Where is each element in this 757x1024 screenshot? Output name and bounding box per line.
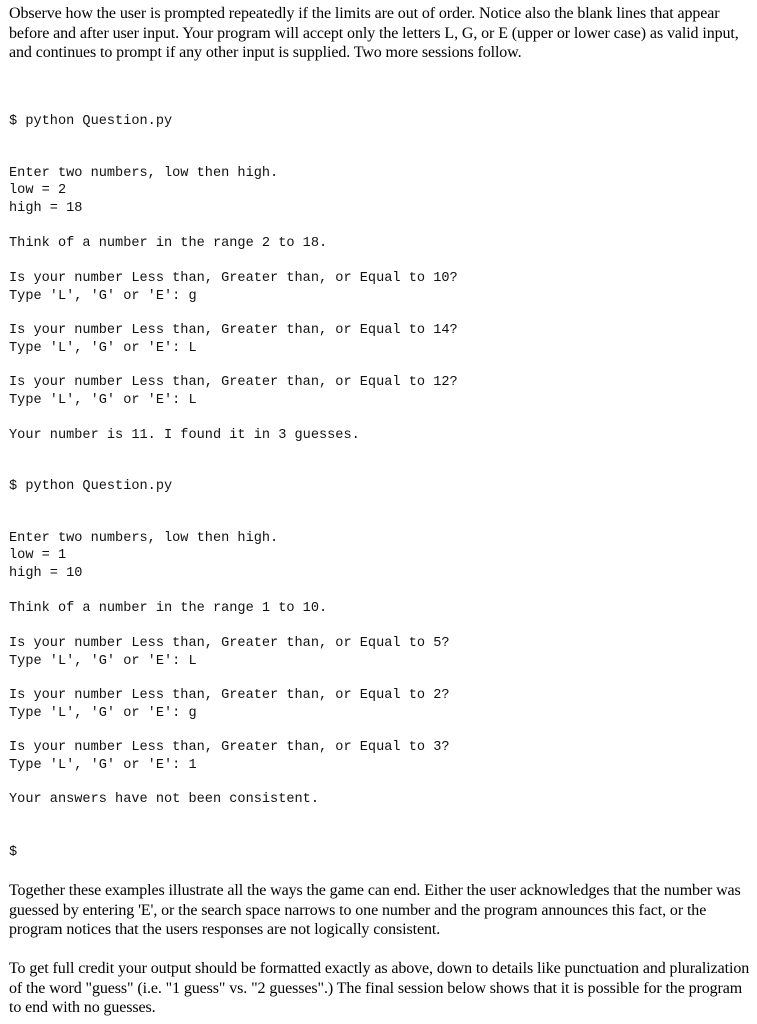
session-1-answer-1: Type 'L', 'G' or 'E': g <box>9 289 197 304</box>
session-2-think: Think of a number in the range 1 to 10. <box>9 601 328 616</box>
session-2-command: $ python Question.py <box>9 479 173 494</box>
session-2-answer-2: Type 'L', 'G' or 'E': g <box>9 706 197 721</box>
final-shell-prompt: $ <box>9 845 18 860</box>
session-2-answer-1: Type 'L', 'G' or 'E': L <box>9 654 197 669</box>
game-ending-paragraph: Together these examples illustrate all the ways the game can end. Either the user acknowledges that the number was guessed by entering 'E', or the search space narrows to one number and the program announces this fact, or the program notices that the users responses are not logically consistent. <box>9 882 741 938</box>
session-1-result: Your number is 11. I found it in 3 guesses. <box>9 428 360 443</box>
session-2-high: high = 10 <box>9 566 83 581</box>
session-1-high: high = 18 <box>9 201 83 216</box>
session-1-low: low = 2 <box>9 183 67 198</box>
session-2-enter-prompt: Enter two numbers, low then high. <box>9 531 279 546</box>
session-2-question-1: Is your number Less than, Greater than, or Equal to 5? <box>9 636 450 651</box>
session-1-think: Think of a number in the range 2 to 18. <box>9 236 328 251</box>
session-1-answer-3: Type 'L', 'G' or 'E': L <box>9 393 197 408</box>
session-2-result: Your answers have not been consistent. <box>9 792 319 807</box>
session-1-command: $ python Question.py <box>9 114 173 129</box>
session-2-low: low = 1 <box>9 548 67 563</box>
session-2-answer-3: Type 'L', 'G' or 'E': 1 <box>9 758 197 773</box>
full-credit-paragraph: To get full credit your output should be formatted exactly as above, down to details like punctuation and pluralization of the word "guess" (i.e. "1 guess" vs. "2 guesses".) The final session below shows that it is possible for the program to end with no guesses. <box>9 960 750 1016</box>
session-1-enter-prompt: Enter two numbers, low then high. <box>9 166 279 181</box>
intro-paragraph: Observe how the user is prompted repeatedly if the limits are out of order. Notice also the blank lines that appear before and after user input. Your program will accept only the letters L, G, or E (upper or lower case) as valid input, and continues to prompt if any other input is supplied. Two more sessions follow. <box>9 5 739 61</box>
session-2-question-3: Is your number Less than, Greater than, or Equal to 3? <box>9 740 450 755</box>
session-1-question-1: Is your number Less than, Greater than, or Equal to 10? <box>9 271 458 286</box>
session-1-question-2: Is your number Less than, Greater than, or Equal to 14? <box>9 323 458 338</box>
session-1-answer-2: Type 'L', 'G' or 'E': L <box>9 341 197 356</box>
session-2-question-2: Is your number Less than, Greater than, or Equal to 2? <box>9 688 450 703</box>
session-1-question-3: Is your number Less than, Greater than, or Equal to 12? <box>9 375 458 390</box>
